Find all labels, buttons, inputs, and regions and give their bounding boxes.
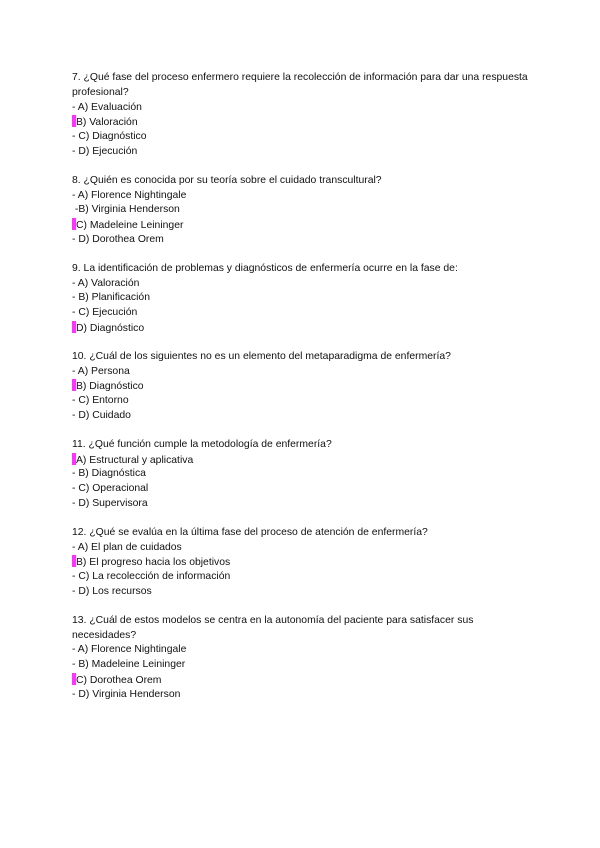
question-text: 10. ¿Cuál de los siguientes no es un elemento del metaparadigma de enfermería? [72, 350, 451, 362]
answer-option-highlighted [72, 321, 532, 336]
option-text: A) Persona [77, 365, 130, 377]
question-block [72, 438, 532, 512]
option-prefix: - [72, 204, 79, 216]
option-text: C) Diagnóstico [78, 131, 147, 143]
option-text: C) Dorothea Orem [76, 674, 162, 686]
answer-option [72, 497, 532, 512]
question-text: 7. ¿Qué fase del proceso enfermero requiere la recolección de información para dar una respuesta profesional? [72, 72, 528, 98]
option-text: B) Planificación [78, 292, 150, 304]
option-text: A) Valoración [77, 277, 140, 289]
option-text: D) Virginia Henderson [78, 688, 181, 700]
option-prefix: - [72, 101, 78, 113]
option-text: D) Diagnóstico [76, 322, 145, 334]
answer-option-highlighted [72, 218, 532, 233]
question-block [72, 71, 532, 160]
answer-option-highlighted [72, 555, 532, 570]
option-prefix: - [72, 659, 79, 671]
answer-option [72, 189, 532, 204]
option-prefix: - [72, 131, 79, 143]
answer-option [72, 482, 532, 497]
option-prefix: - [72, 233, 79, 245]
option-text: D) Supervisora [78, 497, 148, 509]
answer-option [72, 130, 532, 145]
question-block [72, 350, 532, 424]
answer-option [72, 291, 532, 306]
answer-option [72, 688, 532, 703]
question-block [72, 262, 532, 336]
answer-option [72, 203, 532, 218]
question-text: 11. ¿Qué función cumple la metodología de enfermería? [72, 438, 332, 450]
option-text: D) Los recursos [78, 585, 152, 597]
option-prefix: - [72, 395, 79, 407]
option-text: B) Diagnóstico [76, 381, 144, 393]
answer-option-highlighted [72, 379, 532, 394]
option-prefix: - [72, 189, 78, 201]
question-text: 12. ¿Qué se evalúa en la última fase del proceso de atención de enfermería? [72, 526, 428, 538]
answer-option [72, 394, 532, 409]
answer-option [72, 541, 532, 556]
option-prefix: - [72, 541, 78, 553]
option-prefix: - [72, 585, 79, 597]
option-text: C) Ejecución [78, 307, 138, 319]
option-text: C) La recolección de información [78, 571, 231, 583]
option-text: B) Valoración [76, 117, 138, 129]
answer-option [72, 101, 532, 116]
option-prefix: - [72, 497, 79, 509]
question-block [72, 526, 532, 600]
answer-option [72, 658, 532, 673]
option-text: B) Virginia Henderson [78, 204, 180, 216]
answer-option [72, 570, 532, 585]
answer-option [72, 409, 532, 424]
answer-option [72, 365, 532, 380]
answer-option [72, 643, 532, 658]
option-prefix: - [72, 292, 79, 304]
option-text: C) Operacional [78, 483, 149, 495]
option-text: A) El plan de cuidados [77, 541, 182, 553]
option-text: B) El progreso hacia los objetivos [76, 557, 231, 569]
answer-option [72, 467, 532, 482]
option-prefix: - [72, 468, 79, 480]
answer-option-highlighted [72, 453, 532, 468]
option-prefix: - [72, 409, 79, 421]
option-text: A) Estructural y aplicativa [76, 454, 194, 466]
answer-option-highlighted [72, 115, 532, 130]
answer-option [72, 233, 532, 248]
answer-option-highlighted [72, 673, 532, 688]
option-text: A) Evaluación [77, 101, 142, 113]
option-text: A) Florence Nightingale [77, 189, 187, 201]
option-text: A) Florence Nightingale [77, 644, 187, 656]
answer-option [72, 585, 532, 600]
option-prefix: - [72, 365, 78, 377]
option-text: D) Dorothea Orem [78, 233, 164, 245]
answer-option [72, 277, 532, 292]
option-prefix: - [72, 688, 79, 700]
option-text: D) Ejecución [78, 145, 138, 157]
option-prefix: - [72, 571, 79, 583]
question-text: 8. ¿Quién es conocida por su teoría sobre el cuidado transcultural? [72, 174, 382, 186]
document-page [72, 71, 532, 716]
question-text: 13. ¿Cuál de estos modelos se centra en la autonomía del paciente para satisfacer sus necesidades? [72, 614, 474, 641]
option-text: B) Madeleine Leininger [78, 659, 186, 671]
option-prefix: - [72, 483, 79, 495]
question-block [72, 614, 532, 703]
option-text: B) Diagnóstica [78, 468, 146, 480]
option-text: C) Entorno [78, 395, 129, 407]
option-prefix: - [72, 277, 78, 289]
question-text: 9. La identificación de problemas y diagnósticos de enfermería ocurre en la fase de: [72, 262, 458, 274]
option-prefix: - [72, 307, 79, 319]
answer-option [72, 306, 532, 321]
option-text: C) Madeleine Leininger [76, 220, 184, 232]
option-text: D) Cuidado [78, 409, 131, 421]
option-prefix: - [72, 644, 78, 656]
option-prefix: - [72, 145, 79, 157]
answer-option [72, 145, 532, 160]
question-block [72, 174, 532, 248]
